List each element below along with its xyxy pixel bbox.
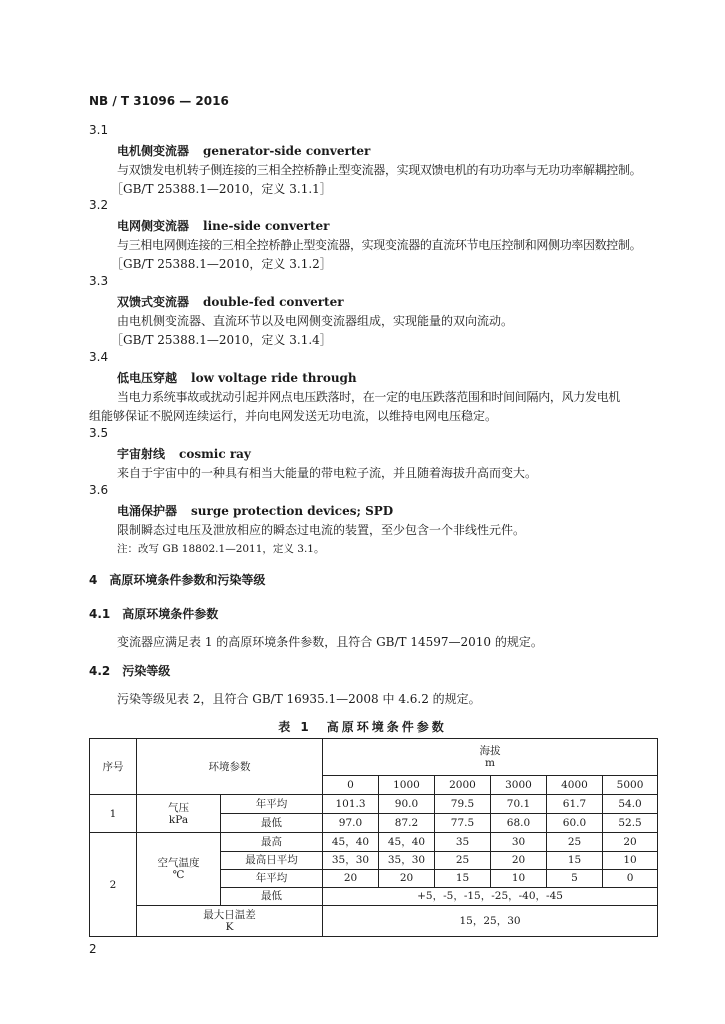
sub-param: 最低: [221, 814, 323, 833]
cell: 5: [547, 869, 603, 887]
cell: 25: [547, 833, 603, 851]
subsection-text: 变流器应满足表 1 的高原环境条件参数，且符合 GB/T 14597—2010 的规定。: [117, 635, 543, 649]
term-number: 3.6: [89, 483, 109, 497]
cell: 0: [603, 869, 658, 887]
param-name: [137, 905, 323, 936]
term-reference: ［GB/T 25388.1—2010，定义 3.1.2］: [111, 257, 332, 271]
table-caption: 表 1 高原环境条件参数: [278, 720, 447, 734]
term-en: generator-side converter: [203, 144, 371, 158]
term-zh: 低电压穿越: [117, 371, 178, 385]
term-zh: 电网侧变流器: [117, 219, 190, 233]
term-title: [117, 502, 393, 519]
cell: 10: [491, 869, 547, 887]
term-en: low voltage ride through: [191, 371, 357, 385]
term-definition-continued: 组能够保证不脱网连续运行，并向电网发送无功电流，以维持电网电压稳定。: [89, 409, 498, 423]
term-zh: 电机侧变流器: [117, 144, 190, 158]
altitude-value: 0: [323, 776, 379, 795]
term-title: [117, 369, 357, 386]
subsection-text: 污染等级见表 2，且符合 GB/T 16935.1—2008 中 4.6.2 的规定。: [117, 692, 481, 706]
term-definition: 限制瞬态过电压及泄放相应的瞬态过电流的装置，至少包含一个非线性元件。: [117, 523, 526, 537]
header-param: 环境参数: [137, 739, 323, 795]
param-unit: K: [225, 920, 234, 933]
cell: 52.5: [603, 814, 658, 833]
param-label: 空气温度: [157, 857, 200, 870]
cell: 90.0: [379, 795, 435, 814]
sub-param: 最高: [221, 833, 323, 851]
cell: 97.0: [323, 814, 379, 833]
cell: 45，40: [379, 833, 435, 851]
term-title: [117, 217, 329, 234]
term-definition: 与三相电网侧连接的三相全控桥静止型变流器，实现变流器的直流环节电压控制和网侧功率因数控制。: [117, 238, 642, 252]
cell: 10: [603, 851, 658, 869]
term-en: line-side converter: [203, 219, 330, 233]
cell: 70.1: [491, 795, 547, 814]
term-number: 3.5: [89, 426, 109, 440]
section-heading: 4 高原环境条件参数和污染等级: [89, 573, 266, 587]
altitude-environment-table: [89, 738, 658, 937]
cell: 25: [435, 851, 491, 869]
merged-cell: 15，25，30: [323, 905, 658, 936]
cell: 35: [435, 833, 491, 851]
sub-param: 年平均: [221, 869, 323, 887]
sub-param: 最高日平均: [221, 851, 323, 869]
term-title: [117, 445, 251, 462]
cell: 15: [547, 851, 603, 869]
altitude-value: 3000: [491, 776, 547, 795]
altitude-label: 海拔: [479, 745, 501, 758]
term-title: [117, 293, 344, 310]
param-label: 气压: [168, 801, 189, 814]
cell: 61.7: [547, 795, 603, 814]
table-row: [90, 833, 658, 851]
param-label: 最大日温差: [203, 908, 256, 921]
cell: 20: [603, 833, 658, 851]
header-seq: 序号: [90, 739, 137, 795]
term-en: double-fed converter: [203, 295, 344, 309]
cell: 35，30: [379, 851, 435, 869]
term-en: surge protection devices; SPD: [191, 504, 394, 518]
sub-param: 最低: [221, 887, 323, 905]
term-en: cosmic ray: [179, 447, 251, 461]
merged-cell: +5，-5，-15，-25，-40，-45: [323, 887, 658, 905]
term-definition: 由电机侧变流器、直流环节以及电网侧变流器组成，实现能量的双向流动。: [117, 314, 514, 328]
term-number: 3.2: [89, 198, 109, 212]
page-number: 2: [89, 942, 97, 956]
term-reference: ［GB/T 25388.1—2010，定义 3.1.1］: [111, 182, 332, 196]
term-zh: 宇宙射线: [117, 447, 166, 461]
cell: 35，30: [323, 851, 379, 869]
cell: 20: [323, 869, 379, 887]
row-seq: 2: [90, 833, 137, 937]
term-definition: 当电力系统事故或扰动引起并网点电压跌落时，在一定的电压跌落范围和时间间隔内，风力发电机: [117, 390, 621, 404]
term-number: 3.3: [89, 274, 109, 288]
cell: 54.0: [603, 795, 658, 814]
altitude-unit: m: [485, 757, 496, 770]
cell: 15: [435, 869, 491, 887]
cell: 20: [491, 851, 547, 869]
term-number: 3.4: [89, 350, 109, 364]
cell: 30: [491, 833, 547, 851]
table-row: [90, 795, 658, 814]
param-unit: kPa: [168, 813, 189, 826]
term-definition: 与双馈发电机转子侧连接的三相全控桥静止型变流器，实现双馈电机的有功功率与无功功率解耦控制。: [117, 163, 642, 177]
param-unit: ℃: [172, 869, 185, 882]
term-reference: ［GB/T 25388.1—2010，定义 3.1.4］: [111, 333, 332, 347]
cell: 77.5: [435, 814, 491, 833]
row-seq: 1: [90, 795, 137, 833]
cell: 20: [379, 869, 435, 887]
term-zh: 双馈式变流器: [117, 295, 190, 309]
term-title: [117, 142, 370, 159]
altitude-value: 2000: [435, 776, 491, 795]
table-row: [90, 905, 658, 936]
cell: 101.3: [323, 795, 379, 814]
altitude-value: 1000: [379, 776, 435, 795]
term-zh: 电涌保护器: [117, 504, 178, 518]
cell: 87.2: [379, 814, 435, 833]
cell: 60.0: [547, 814, 603, 833]
subsection-heading: 4.2 污染等级: [89, 664, 171, 678]
sub-param: 年平均: [221, 795, 323, 814]
cell: 79.5: [435, 795, 491, 814]
header-altitude: [323, 739, 658, 776]
standard-code-header: NB / T 31096 — 2016: [89, 94, 229, 108]
subsection-heading: 4.1 高原环境条件参数: [89, 607, 219, 621]
cell: 68.0: [491, 814, 547, 833]
param-name: [137, 795, 221, 833]
term-definition: 来自于宇宙中的一种具有相当大能量的带电粒子流，并且随着海拔升高而变大。: [117, 466, 538, 480]
altitude-value: 5000: [603, 776, 658, 795]
altitude-value: 4000: [547, 776, 603, 795]
term-number: 3.1: [89, 123, 109, 137]
param-name: [137, 833, 221, 905]
cell: 45，40: [323, 833, 379, 851]
term-note: 注：改写 GB 18802.1—2011，定义 3.1。: [117, 543, 325, 555]
